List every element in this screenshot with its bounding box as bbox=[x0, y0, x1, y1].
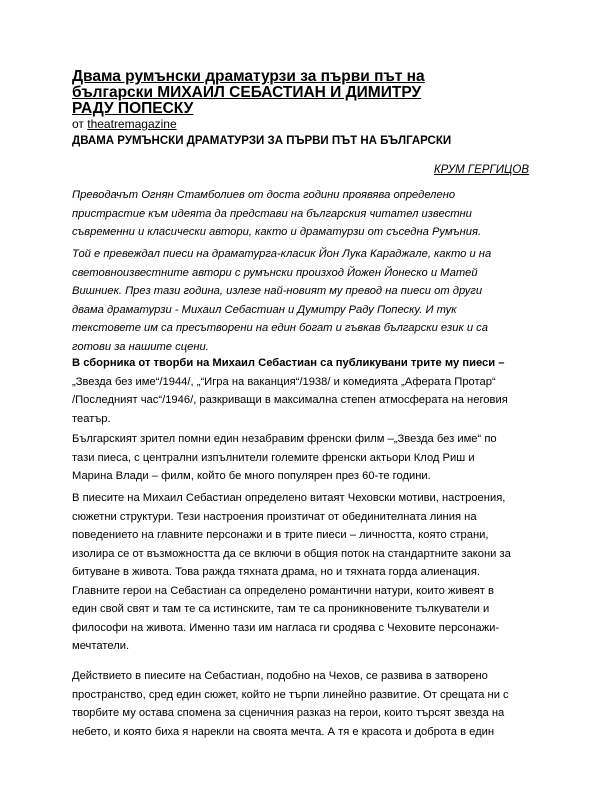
paragraph-line: Преводачът Огнян Стамболиев от доста години проявява определено bbox=[72, 189, 456, 201]
paragraph-line: В пиесите на Михаил Себастиан определено витаят Чеховски мотиви, настроения, bbox=[72, 492, 506, 504]
byline-prefix: от bbox=[72, 117, 84, 131]
paragraph-line: философи на живота. Именно тази им нагласа ги сродява с Чеховите персонажи- bbox=[72, 621, 500, 634]
paragraph-line: световноизвестните автори с румънски произход Йожен Йонеско и Матей bbox=[72, 266, 478, 279]
paragraph-4 bbox=[72, 430, 532, 486]
paragraph-line: Марина Влади – филм, който бе много популярен през 60-те години. bbox=[72, 470, 431, 482]
article-title-link[interactable] bbox=[72, 69, 532, 117]
paragraph-6 bbox=[72, 667, 532, 741]
paragraph-line: Той е превеждал пиеси на драматурга-класик Йон Лука Караджале, както и на bbox=[72, 248, 492, 260]
byline bbox=[72, 117, 177, 131]
paragraph-5 bbox=[72, 489, 532, 656]
paragraph-line: мечтатели. bbox=[72, 640, 130, 652]
paragraph-line: театър. bbox=[72, 412, 111, 425]
paragraph-1 bbox=[72, 186, 532, 242]
title-line-2: български МИХАИЛ СЕБАСТИАН И ДИМИТРУ bbox=[72, 84, 422, 101]
paragraph-line: съвременни и класически автори, както и драматурзи от съседна Румъния. bbox=[72, 226, 482, 238]
paragraph-line: двама драматурзи - Михаил Себастиан и Думитру Раду Попеску. И тук bbox=[72, 303, 457, 316]
title-line-1: Двама румънски драматурзи за първи път на bbox=[72, 68, 425, 85]
paragraph-line: поведението на главните персонажи и в трите пиеси – личността, която страни, bbox=[72, 529, 489, 541]
paragraph-3 bbox=[72, 354, 532, 428]
paragraph-line: Вишниек. През тази година, излезе най-новият му превод на пиеси от други bbox=[72, 285, 483, 297]
paragraph-line: текстовете им са пресътворени на един богат и гъвкав български език и са bbox=[72, 322, 488, 334]
paragraph-line: Българският зрител помни един незабравим френски филм –„Звезда без име“ по bbox=[72, 433, 497, 445]
paragraph-bold-line: В сборника от творби на Михаил Себастиан са публикувани трите му пиеси – bbox=[72, 357, 505, 369]
paragraph-line: един свой свят и там те са истинските, там те са проникновените тълкуватели и bbox=[72, 603, 490, 615]
paragraph-line: Главните герои на Себастиан са определено романтични натури, които живеят в bbox=[72, 584, 494, 597]
paragraph-line: творбите му остава спомена за сценичния разказ на герои, които търсят звезда на bbox=[72, 707, 505, 719]
paragraph-line: сюжетни структури. Тези настроения произтичат от обединителната линия на bbox=[72, 510, 477, 523]
paragraph-2 bbox=[72, 245, 532, 356]
paragraph-line: пристрастие към идеята да представи на българския читател известни bbox=[72, 207, 472, 220]
article-subtitle: ДВАМА РУМЪНСКИ ДРАМАТУРЗИ ЗА ПЪРВИ ПЪТ НА БЪЛГАРСКИ bbox=[72, 135, 452, 147]
paragraph-line: „Звезда без име“/1944/, „“Игра на ваканция“/1938/ и комедията „Аферата Протар“ bbox=[72, 375, 496, 388]
paragraph-line: изолира се от възможността да се включи в общия поток на стандартните закони за bbox=[72, 547, 511, 560]
paragraph-line: Действието в пиесите на Себастиан, подобно на Чехов, се развива в затворено bbox=[72, 670, 488, 682]
author-name: КРУМ ГЕРГИЦОВ bbox=[433, 164, 529, 176]
paragraph-line: пространство, сред един сюжет, който не търпи линейно развитие. От срещата ни с bbox=[72, 688, 509, 701]
paragraph-line: готови за нашите сцени. bbox=[72, 340, 209, 353]
paragraph-line: /Последният час“/1946/, разкриващи в максимална степен атмосферата на неговия bbox=[72, 394, 508, 406]
paragraph-line: битуване в живота. Това ражда тяхната драма, но и тяхната горда алиенация. bbox=[72, 566, 480, 578]
title-line-3: РАДУ ПОПЕСКУ bbox=[72, 100, 194, 117]
paragraph-line: небето, и която биха я нарекли на своята мечта. А тя е красота и доброта в един bbox=[72, 725, 495, 738]
source-link[interactable]: theatremagazine bbox=[87, 117, 177, 131]
paragraph-line: тази пиеса, с централни изпълнители големите френски актьори Клод Риш и bbox=[72, 451, 475, 464]
